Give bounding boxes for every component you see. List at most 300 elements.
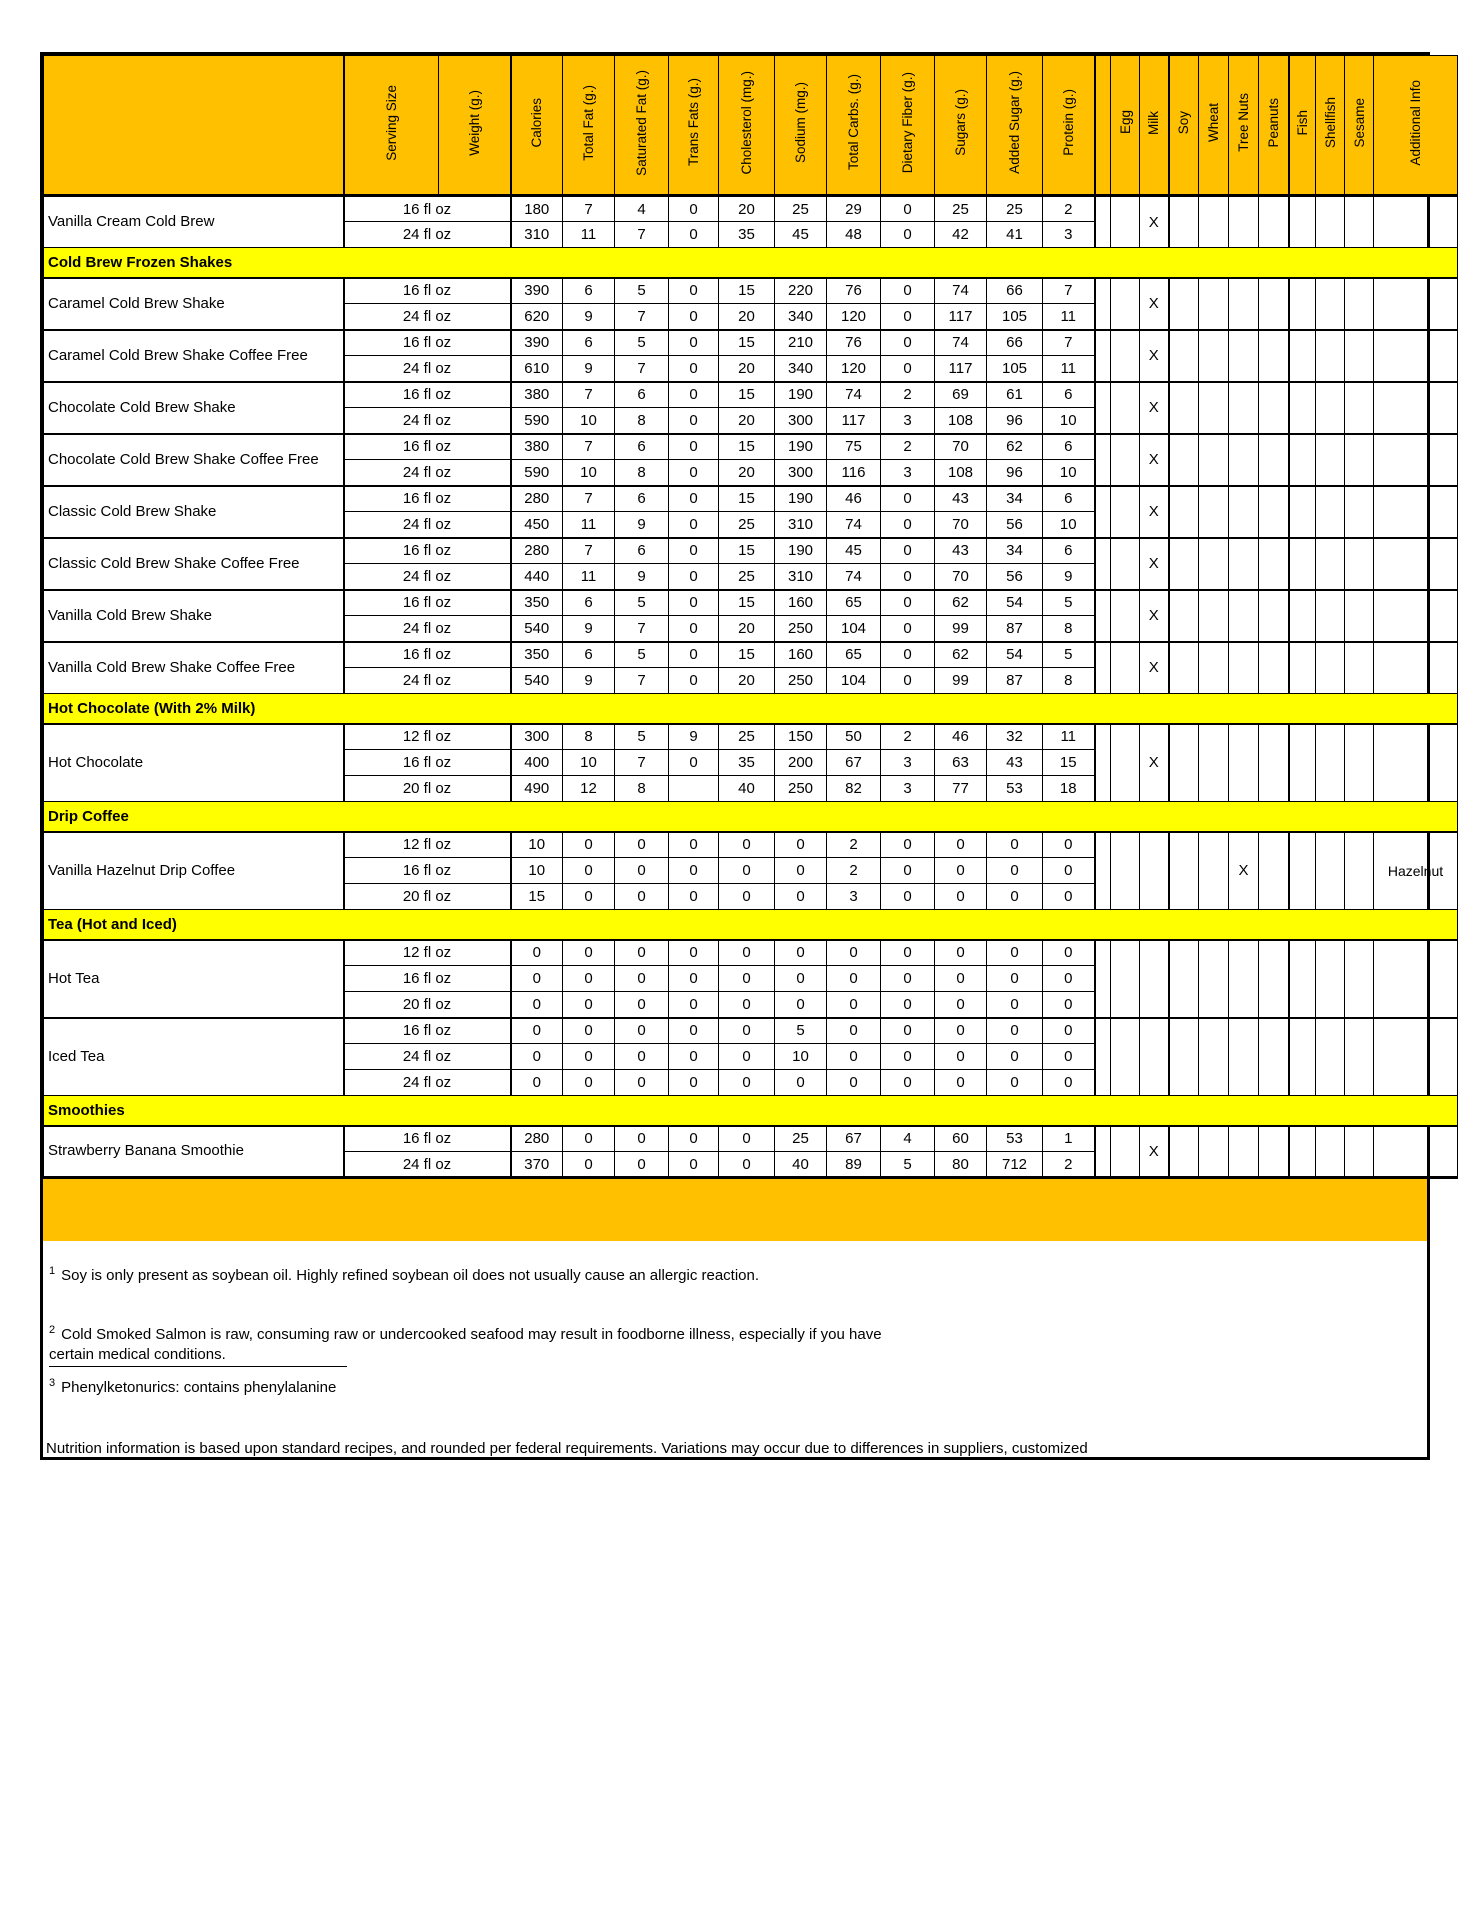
nutrient-value-cell: 9: [563, 304, 615, 330]
nutrient-value-cell: 69: [935, 382, 987, 408]
nutrient-value-cell: 250: [775, 776, 827, 802]
allergen-mark-cell-wheat: [1199, 642, 1229, 694]
nutrient-value-cell: 9: [615, 512, 669, 538]
col-header-label: Dietary Fiber (g.): [900, 71, 915, 174]
nutrient-value-cell: 0: [1043, 1018, 1095, 1044]
col-header-label: Shellfish: [1322, 96, 1338, 149]
nutrient-value-cell: 8: [615, 408, 669, 434]
nutrient-value-cell: 300: [511, 724, 563, 750]
nutrient-value-cell: [669, 776, 719, 802]
nutrient-value-cell: 0: [615, 1044, 669, 1070]
spacer-cell: [1095, 1126, 1111, 1178]
nutrient-value-cell: 620: [511, 304, 563, 330]
nutrient-value-cell: 180: [511, 196, 563, 222]
nutrient-value-cell: 89: [827, 1152, 881, 1178]
nutrient-value-cell: 0: [563, 940, 615, 966]
allergen-mark-cell-egg: [1111, 642, 1140, 694]
col-header-serving-size: [344, 56, 439, 196]
nutrient-value-cell: 7: [615, 222, 669, 248]
nutrient-value-cell: 7: [563, 196, 615, 222]
nutrient-value-cell: 0: [827, 966, 881, 992]
nutrient-value-cell: 0: [615, 858, 669, 884]
nutrient-value-cell: 45: [775, 222, 827, 248]
nutrient-value-cell: 46: [935, 724, 987, 750]
product-name-cell: Vanilla Cold Brew Shake: [44, 590, 344, 642]
table-row: [44, 1018, 1458, 1044]
allergen-mark-cell-shellfish: [1316, 1126, 1345, 1178]
col-header-protein-g: [1043, 56, 1095, 196]
nutrient-value-cell: 50: [827, 724, 881, 750]
nutrient-value-cell: 2: [881, 382, 935, 408]
nutrient-value-cell: 70: [935, 434, 987, 460]
nutrient-value-cell: 0: [775, 1070, 827, 1096]
additional-info-cell: [1374, 278, 1458, 330]
footnote-salmon-line1: [49, 1320, 1427, 1345]
nutrient-value-cell: 20: [719, 196, 775, 222]
allergen-mark-cell-egg: [1111, 196, 1140, 248]
nutrient-value-cell: 0: [881, 1044, 935, 1070]
col-header-label: Additional Info: [1408, 79, 1423, 166]
section-row-cold-brew-frozen-shakes: [44, 248, 1458, 278]
nutrient-value-cell: 11: [1043, 304, 1095, 330]
nutrient-value-cell: 0: [935, 832, 987, 858]
additional-info-cell: [1374, 486, 1458, 538]
spacer-cell: [1095, 642, 1111, 694]
nutrient-value-cell: 7: [615, 668, 669, 694]
nutrient-value-cell: 0: [669, 304, 719, 330]
nutrient-value-cell: 0: [827, 1044, 881, 1070]
allergen-mark-cell-fish: [1289, 724, 1316, 802]
nutrient-value-cell: 12: [563, 776, 615, 802]
nutrient-value-cell: 0: [669, 408, 719, 434]
allergen-mark-cell-wheat: [1199, 590, 1229, 642]
allergen-mark-cell-milk: X: [1140, 724, 1169, 802]
nutrient-value-cell: 41: [987, 222, 1043, 248]
nutrient-value-cell: 8: [1043, 616, 1095, 642]
nutrition-table-frame: [40, 52, 1444, 1460]
nutrient-value-cell: 20: [719, 460, 775, 486]
product-name-cell: Vanilla Hazelnut Drip Coffee: [44, 832, 344, 910]
nutrient-value-cell: 67: [827, 1126, 881, 1152]
nutrient-value-cell: 56: [987, 564, 1043, 590]
nutrient-value-cell: 10: [511, 832, 563, 858]
allergen-mark-cell-tree-nuts: [1229, 642, 1259, 694]
nutrient-value-cell: 190: [775, 382, 827, 408]
nutrient-value-cell: 0: [775, 966, 827, 992]
nutrient-value-cell: 15: [511, 884, 563, 910]
nutrient-value-cell: 0: [987, 832, 1043, 858]
allergen-mark-cell-milk: X: [1140, 590, 1169, 642]
col-header-egg: [1111, 56, 1140, 196]
nutrient-value-cell: 0: [615, 884, 669, 910]
allergen-mark-cell-fish: [1289, 832, 1316, 910]
nutrient-value-cell: 29: [827, 196, 881, 222]
nutrient-value-cell: 5: [615, 278, 669, 304]
table-row: [44, 434, 1458, 460]
disclaimer-text: Nutrition information is based upon standard recipes, and rounded per federal requirements. Variations may occur due to differences in suppliers, customized: [46, 1440, 1088, 1457]
allergen-mark-cell-egg: [1111, 382, 1140, 434]
allergen-mark-cell-soy: [1169, 590, 1199, 642]
allergen-mark-cell-egg: [1111, 940, 1140, 1018]
nutrient-value-cell: 0: [719, 832, 775, 858]
nutrient-value-cell: 0: [563, 858, 615, 884]
nutrient-value-cell: 15: [719, 434, 775, 460]
allergen-mark-cell-peanuts: [1259, 1126, 1289, 1178]
allergen-mark-cell-egg: [1111, 1018, 1140, 1096]
serving-size-cell: 24 fl oz: [344, 222, 511, 248]
table-row: [44, 724, 1458, 750]
nutrient-value-cell: 5: [775, 1018, 827, 1044]
nutrient-value-cell: 280: [511, 1126, 563, 1152]
nutrient-value-cell: 0: [881, 966, 935, 992]
nutrient-value-cell: 190: [775, 486, 827, 512]
col-header-soy: [1169, 56, 1199, 196]
nutrient-value-cell: 43: [935, 486, 987, 512]
col-header-label: Sugars (g.): [953, 89, 968, 156]
nutrient-value-cell: 0: [1043, 858, 1095, 884]
allergen-mark-cell-soy: [1169, 724, 1199, 802]
nutrient-value-cell: 210: [775, 330, 827, 356]
nutrient-value-cell: 0: [775, 832, 827, 858]
nutrient-value-cell: 7: [615, 750, 669, 776]
nutrient-value-cell: 6: [563, 330, 615, 356]
nutrient-value-cell: 3: [827, 884, 881, 910]
col-header-wheat: [1199, 56, 1229, 196]
nutrient-value-cell: 0: [719, 1044, 775, 1070]
allergen-mark-cell-sesame: [1345, 1126, 1374, 1178]
col-header-label: Cholesterol (mg.): [739, 70, 754, 175]
nutrient-value-cell: 0: [511, 992, 563, 1018]
allergen-mark-cell-wheat: [1199, 1126, 1229, 1178]
nutrient-value-cell: 0: [669, 832, 719, 858]
serving-size-cell: 12 fl oz: [344, 940, 511, 966]
col-header-label: Egg: [1117, 110, 1133, 135]
nutrient-value-cell: 15: [719, 642, 775, 668]
nutrition-table-head: [44, 56, 1458, 196]
nutrient-value-cell: 7: [615, 356, 669, 382]
allergen-mark-cell-sesame: [1345, 382, 1374, 434]
serving-size-cell: 20 fl oz: [344, 776, 511, 802]
allergen-mark-cell-sesame: [1345, 196, 1374, 248]
nutrient-value-cell: 99: [935, 616, 987, 642]
serving-size-cell: 24 fl oz: [344, 460, 511, 486]
nutrient-value-cell: 0: [615, 940, 669, 966]
nutrient-value-cell: 0: [881, 642, 935, 668]
allergen-mark-cell-peanuts: [1259, 590, 1289, 642]
nutrient-value-cell: 0: [881, 1070, 935, 1096]
nutrient-value-cell: 32: [987, 724, 1043, 750]
nutrient-value-cell: 4: [881, 1126, 935, 1152]
allergen-mark-cell-egg: [1111, 538, 1140, 590]
nutrient-value-cell: 80: [935, 1152, 987, 1178]
nutrient-value-cell: 0: [511, 940, 563, 966]
nutrient-value-cell: 66: [987, 278, 1043, 304]
nutrient-value-cell: 70: [935, 564, 987, 590]
nutrient-value-cell: 6: [615, 434, 669, 460]
nutrient-value-cell: 7: [1043, 278, 1095, 304]
nutrient-value-cell: 15: [719, 278, 775, 304]
nutrient-value-cell: 0: [669, 616, 719, 642]
allergen-mark-cell-tree-nuts: [1229, 724, 1259, 802]
nutrient-value-cell: 48: [827, 222, 881, 248]
serving-size-cell: 24 fl oz: [344, 1152, 511, 1178]
nutrient-value-cell: 43: [935, 538, 987, 564]
allergen-mark-cell-tree-nuts: [1229, 382, 1259, 434]
nutrient-value-cell: 9: [563, 356, 615, 382]
additional-info-cell: [1374, 434, 1458, 486]
nutrient-value-cell: 0: [881, 486, 935, 512]
allergen-mark-cell-sesame: [1345, 724, 1374, 802]
allergen-mark-cell-sesame: [1345, 486, 1374, 538]
nutrient-value-cell: 25: [719, 724, 775, 750]
col-header-label: Saturated Fat (g.): [634, 69, 649, 176]
nutrient-value-cell: 0: [669, 992, 719, 1018]
nutrient-value-cell: 7: [1043, 330, 1095, 356]
nutrient-value-cell: 390: [511, 330, 563, 356]
footnote-text: Soy is only present as soybean oil. Highly refined soybean oil does not usually cause an allergic reaction.: [61, 1267, 760, 1284]
nutrient-value-cell: 0: [719, 966, 775, 992]
section-header-bar: Cold Brew Frozen Shakes: [44, 248, 1458, 278]
nutrient-value-cell: 0: [719, 940, 775, 966]
nutrient-value-cell: 10: [1043, 512, 1095, 538]
spacer-cell: [1095, 278, 1111, 330]
nutrient-value-cell: 0: [669, 966, 719, 992]
allergen-mark-cell-milk: X: [1140, 196, 1169, 248]
serving-size-cell: 16 fl oz: [344, 750, 511, 776]
nutrient-value-cell: 120: [827, 304, 881, 330]
allergen-mark-cell-fish: [1289, 486, 1316, 538]
allergen-mark-cell-shellfish: [1316, 330, 1345, 382]
serving-size-cell: 24 fl oz: [344, 616, 511, 642]
nutrient-value-cell: 300: [775, 460, 827, 486]
allergen-mark-cell-soy: [1169, 940, 1199, 1018]
serving-size-cell: 16 fl oz: [344, 486, 511, 512]
serving-size-cell: 16 fl oz: [344, 590, 511, 616]
nutrient-value-cell: 0: [669, 750, 719, 776]
nutrient-value-cell: 0: [669, 940, 719, 966]
serving-size-cell: 16 fl oz: [344, 642, 511, 668]
nutrient-value-cell: 5: [881, 1152, 935, 1178]
spacer-cell: [1095, 330, 1111, 382]
nutrient-value-cell: 11: [1043, 356, 1095, 382]
allergen-mark-cell-tree-nuts: [1229, 940, 1259, 1018]
allergen-mark-cell-wheat: [1199, 196, 1229, 248]
nutrient-value-cell: 15: [719, 382, 775, 408]
nutrient-value-cell: 0: [935, 966, 987, 992]
allergen-mark-cell-peanuts: [1259, 832, 1289, 910]
nutrient-value-cell: 63: [935, 750, 987, 776]
nutrient-value-cell: 60: [935, 1126, 987, 1152]
footnote-text: certain medical conditions.: [49, 1346, 226, 1363]
serving-size-cell: 12 fl oz: [344, 724, 511, 750]
allergen-mark-cell-wheat: [1199, 1018, 1229, 1096]
nutrient-value-cell: 10: [511, 858, 563, 884]
nutrient-value-cell: 7: [563, 538, 615, 564]
col-header-calories: [511, 56, 563, 196]
nutrient-value-cell: 45: [827, 538, 881, 564]
allergen-mark-cell-tree-nuts: [1229, 434, 1259, 486]
nutrient-value-cell: 0: [719, 992, 775, 1018]
nutrient-value-cell: 15: [719, 538, 775, 564]
nutrient-value-cell: 0: [881, 858, 935, 884]
col-header-label: Protein (g.): [1060, 89, 1076, 156]
table-row: [44, 278, 1458, 304]
nutrient-value-cell: 0: [935, 1018, 987, 1044]
footnote-salmon-line2: [49, 1345, 347, 1367]
allergen-mark-cell-milk: X: [1140, 1126, 1169, 1178]
nutrient-value-cell: 104: [827, 668, 881, 694]
allergen-mark-cell-soy: [1169, 486, 1199, 538]
nutrient-value-cell: 0: [511, 1018, 563, 1044]
nutrient-value-cell: 0: [719, 858, 775, 884]
col-header-label: Sesame: [1351, 97, 1367, 148]
nutrient-value-cell: 7: [563, 382, 615, 408]
nutrient-value-cell: 6: [1043, 486, 1095, 512]
spacer-cell: [1095, 940, 1111, 1018]
nutrient-value-cell: 7: [615, 616, 669, 642]
nutrient-value-cell: 43: [987, 750, 1043, 776]
nutrient-value-cell: 0: [669, 434, 719, 460]
nutrient-value-cell: 34: [987, 486, 1043, 512]
nutrient-value-cell: 0: [563, 884, 615, 910]
spacer-cell: [1095, 486, 1111, 538]
nutrient-value-cell: 99: [935, 668, 987, 694]
nutrient-value-cell: 104: [827, 616, 881, 642]
nutrient-value-cell: 0: [775, 884, 827, 910]
serving-size-cell: 16 fl oz: [344, 1018, 511, 1044]
nutrient-value-cell: 0: [881, 304, 935, 330]
nutrient-value-cell: 0: [669, 196, 719, 222]
nutrient-value-cell: 0: [615, 1126, 669, 1152]
nutrient-value-cell: 74: [935, 330, 987, 356]
nutrient-value-cell: 20: [719, 616, 775, 642]
allergen-mark-cell-peanuts: [1259, 196, 1289, 248]
nutrient-value-cell: 0: [615, 832, 669, 858]
nutrient-value-cell: 82: [827, 776, 881, 802]
nutrient-value-cell: 74: [827, 564, 881, 590]
nutrient-value-cell: 76: [827, 330, 881, 356]
nutrient-value-cell: 250: [775, 616, 827, 642]
additional-info-cell: [1374, 642, 1458, 694]
nutrient-value-cell: 5: [1043, 642, 1095, 668]
nutrient-value-cell: 0: [719, 1152, 775, 1178]
nutrient-value-cell: 46: [827, 486, 881, 512]
nutrient-value-cell: 0: [935, 992, 987, 1018]
nutrient-value-cell: 25: [935, 196, 987, 222]
col-header-label: Sodium (mg.): [793, 81, 808, 164]
allergen-mark-cell-fish: [1289, 940, 1316, 1018]
nutrient-value-cell: 6: [563, 590, 615, 616]
nutrient-value-cell: 0: [881, 884, 935, 910]
allergen-mark-cell-fish: [1289, 278, 1316, 330]
nutrient-value-cell: 0: [827, 992, 881, 1018]
nutrient-value-cell: 280: [511, 486, 563, 512]
footnote-text: Cold Smoked Salmon is raw, consuming raw or undercooked seafood may result in foodborne illness, especially if you have: [61, 1326, 882, 1343]
allergen-mark-cell-milk: X: [1140, 434, 1169, 486]
nutrient-value-cell: 0: [881, 992, 935, 1018]
allergen-mark-cell-tree-nuts: [1229, 1018, 1259, 1096]
product-name-cell: Strawberry Banana Smoothie: [44, 1126, 344, 1178]
nutrient-value-cell: 7: [615, 304, 669, 330]
nutrient-value-cell: 8: [563, 724, 615, 750]
nutrient-value-cell: 0: [669, 382, 719, 408]
nutrient-value-cell: 0: [669, 278, 719, 304]
col-header-label: Wheat: [1206, 102, 1221, 143]
allergen-mark-cell-soy: [1169, 538, 1199, 590]
nutrient-value-cell: 0: [987, 858, 1043, 884]
nutrient-value-cell: 42: [935, 222, 987, 248]
nutrient-value-cell: 0: [511, 1070, 563, 1096]
allergen-mark-cell-soy: [1169, 1018, 1199, 1096]
nutrient-value-cell: 4: [615, 196, 669, 222]
col-header-sesame: [1345, 56, 1374, 196]
allergen-mark-cell-wheat: [1199, 486, 1229, 538]
nutrient-value-cell: 0: [669, 330, 719, 356]
allergen-mark-cell-shellfish: [1316, 724, 1345, 802]
section-header-bar: Smoothies: [44, 1096, 1458, 1126]
allergen-mark-cell-tree-nuts: [1229, 1126, 1259, 1178]
nutrient-value-cell: 25: [719, 564, 775, 590]
nutrient-value-cell: 35: [719, 750, 775, 776]
nutrient-value-cell: 61: [987, 382, 1043, 408]
nutrient-value-cell: 10: [1043, 408, 1095, 434]
allergen-mark-cell-peanuts: [1259, 278, 1289, 330]
nutrient-value-cell: 35: [719, 222, 775, 248]
allergen-mark-cell-sesame: [1345, 330, 1374, 382]
nutrient-value-cell: 0: [775, 992, 827, 1018]
nutrient-value-cell: 0: [775, 940, 827, 966]
nutrient-value-cell: 5: [615, 724, 669, 750]
allergen-mark-cell-sesame: [1345, 1018, 1374, 1096]
col-header-label: Trans Fats (g.): [686, 78, 701, 167]
additional-info-cell: [1374, 538, 1458, 590]
nutrient-value-cell: 96: [987, 408, 1043, 434]
allergen-mark-cell-tree-nuts: [1229, 196, 1259, 248]
additional-info-cell: [1374, 590, 1458, 642]
spacer-cell: [1095, 832, 1111, 910]
col-header-added-sugar-g: [987, 56, 1043, 196]
col-header-spacer: [1095, 56, 1111, 196]
serving-size-cell: 16 fl oz: [344, 330, 511, 356]
nutrient-value-cell: 0: [563, 1018, 615, 1044]
nutrient-value-cell: 0: [935, 1044, 987, 1070]
allergen-mark-cell-sesame: [1345, 590, 1374, 642]
spacer-cell: [1095, 538, 1111, 590]
nutrient-value-cell: 105: [987, 304, 1043, 330]
col-header-label: Peanuts: [1265, 97, 1281, 148]
serving-size-cell: 24 fl oz: [344, 564, 511, 590]
nutrient-value-cell: 62: [935, 590, 987, 616]
section-row-smoothies: [44, 1096, 1458, 1126]
nutrient-value-cell: 18: [1043, 776, 1095, 802]
allergen-mark-cell-soy: [1169, 1126, 1199, 1178]
nutrient-value-cell: 0: [935, 884, 987, 910]
col-header-shellfish: [1316, 56, 1345, 196]
table-row: [44, 330, 1458, 356]
serving-size-cell: 16 fl oz: [344, 538, 511, 564]
section-row-tea-hot-and-iced: [44, 910, 1458, 940]
nutrient-value-cell: 310: [511, 222, 563, 248]
nutrient-value-cell: 9: [563, 668, 615, 694]
nutrient-value-cell: 0: [775, 858, 827, 884]
nutrient-value-cell: 250: [775, 668, 827, 694]
allergen-mark-cell-egg: [1111, 278, 1140, 330]
allergen-mark-cell-peanuts: [1259, 642, 1289, 694]
col-header-label: Total Carbs. (g.): [846, 74, 861, 171]
allergen-mark-cell-tree-nuts: [1229, 486, 1259, 538]
allergen-mark-cell-tree-nuts: [1229, 278, 1259, 330]
nutrient-value-cell: 8: [615, 776, 669, 802]
